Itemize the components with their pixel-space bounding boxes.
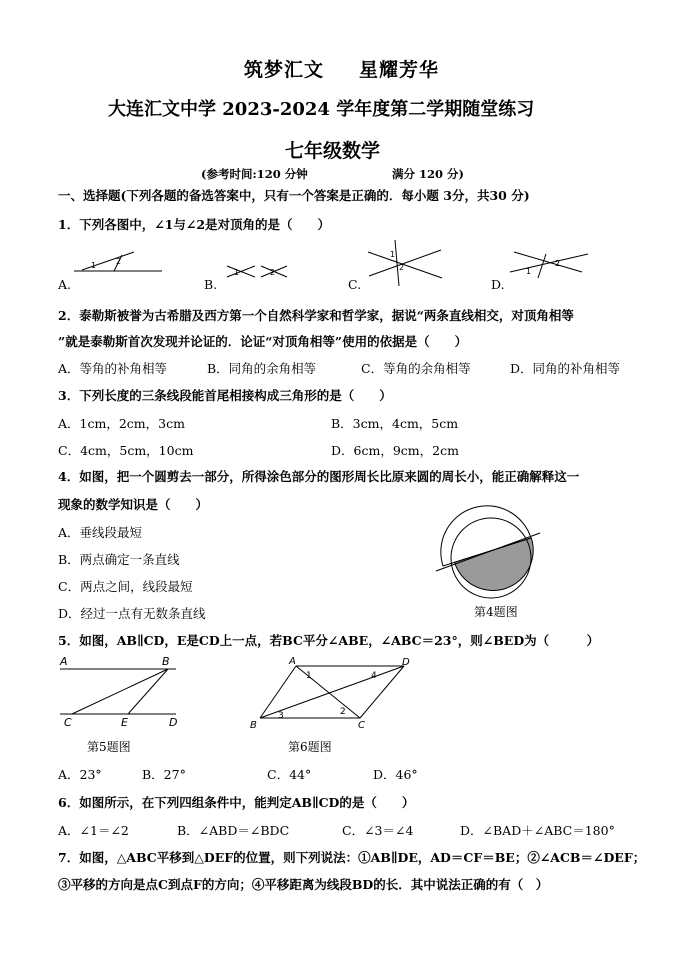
exam-score: 满分 120 分) [392,167,464,181]
q1-option-a: A. [58,277,72,292]
q2-line1: 2．泰勒斯被誉为古希腊及西方第一个自然科学家和哲学家，据说“两条直线相交，对顶角相等 [58,308,574,323]
label-3: 3 [278,711,284,721]
exam-time: (参考时间:120 分钟 [201,167,308,181]
q1-option-b: B. [204,277,218,292]
q3-option-c: C．4cm，5cm，10cm [58,443,194,458]
q4-option-d: D．经过一点有无数条直线 [58,606,206,621]
q4-circle-figure [436,515,546,605]
q6-option-c: C．∠3＝∠4 [342,823,414,838]
label-d: D [402,657,410,668]
subject-title: 七年级数学 [285,140,381,162]
label-2: 2 [555,259,561,268]
q5-option-d: D．46° [373,767,418,782]
q1-figure-d [510,246,590,280]
q4-line1: 4．如图，把一个圆剪去一部分，所得涂色部分的图形周长比原来圆的周长小，能正确解释这一 [58,469,580,484]
label-1: 1 [234,268,240,277]
q5-stem: 5．如图，AB∥CD，E是CD上一点，若BC平分∠ABE，∠ABC＝23°，则∠BED为（ ） [58,633,600,648]
q5-option-b: B．27° [142,767,186,782]
q1-figure-c [365,240,445,288]
q5-option-c: C．44° [267,767,312,782]
section-heading: 一、选择题(下列各题的备选答案中，只有一个答案是正确的．每小题 3分，共30 分) [58,188,530,203]
q3-option-b: B．3cm，4cm，5cm [331,416,459,431]
label-4: 4 [371,671,377,681]
label-d: D [169,716,178,729]
label-b: B [162,655,170,668]
label-1: 1 [91,261,97,270]
motto-left: 筑梦汇文 [244,59,325,81]
q6-option-d: D．∠BAD＋∠ABC＝180° [460,823,615,838]
label-b: B [250,720,257,731]
q1-figure-a [74,248,164,278]
q3-option-a: A．1cm，2cm，3cm [58,416,185,431]
label-a: A [289,656,296,667]
q7-line1: 7．如图，△ABC平移到△DEF的位置，则下列说法：①AB∥DE，AD＝CF＝BE；②∠ACB＝∠DEF； [58,850,646,865]
q4-line2: 现象的数学知识是（ ） [58,497,209,512]
label-1: 1 [306,671,312,681]
q1-figure-b [225,260,295,282]
q2-option-c: C．等角的余角相等 [361,361,471,376]
q6-stem: 6．如图所示，在下列四组条件中，能判定AB∥CD的是（ ） [58,795,415,810]
motto-right: 星耀芳华 [359,59,440,81]
label-2: 2 [399,263,405,272]
q5-option-a: A．23° [58,767,102,782]
q1-option-c: C. [348,277,362,292]
q4-option-a: A．垂线段最短 [58,525,143,540]
q2-option-a: A．等角的补角相等 [58,361,168,376]
label-a: A [60,655,68,668]
q3-option-d: D．6cm，9cm，2cm [331,443,459,458]
q3-stem: 3．下列长度的三条线段能首尾相接构成三角形的是（ ） [58,388,392,403]
q2-option-b: B．同角的余角相等 [207,361,317,376]
q4-caption: 第4题图 [474,605,518,619]
q2-option-d: D．同角的补角相等 [510,361,621,376]
q4-option-b: B．两点确定一条直线 [58,552,180,567]
label-c: C [358,720,365,731]
q2-line2: ”就是泰勒斯首次发现并论证的．论证“对顶角相等”使用的依据是（ ） [58,334,468,349]
q6-option-a: A．∠1＝∠2 [58,823,129,838]
q7-line2: ③平移的方向是点C到点F的方向；④平移距离为线段BD的长．其中说法正确的有（ ） [58,877,549,892]
label-2: 2 [270,268,276,277]
q5-caption: 第5题图 [87,740,131,754]
q5-figure [58,655,188,735]
label-1: 1 [390,250,396,259]
label-e: E [121,716,128,729]
label-c: C [64,716,72,729]
q1-stem: 1．下列各图中，∠1与∠2是对顶角的是（ ） [58,217,331,232]
q1-option-d: D. [491,277,505,292]
q6-figure [250,656,420,732]
q6-caption: 第6题图 [288,740,332,754]
label-2: 2 [116,257,122,266]
q4-option-c: C．两点之间，线段最短 [58,579,193,594]
q6-option-b: B．∠ABD＝∠BDC [177,823,290,838]
label-2: 2 [340,707,346,717]
page-title: 大连汇文中学 2023-2024 学年度第二学期随堂练习 [108,99,535,120]
label-1: 1 [526,267,532,276]
